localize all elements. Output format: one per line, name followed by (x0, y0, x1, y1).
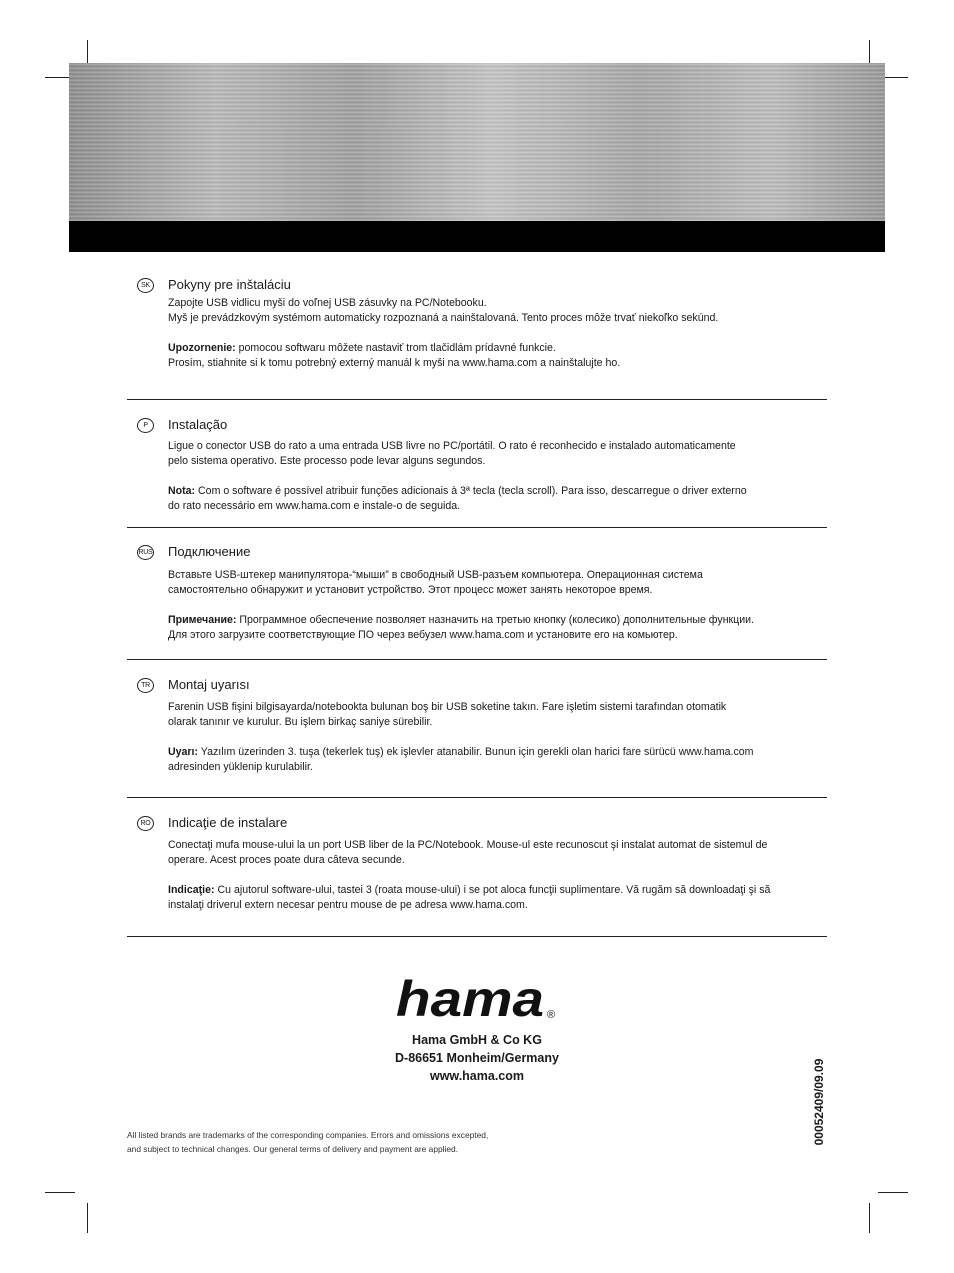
section-body (168, 568, 828, 643)
brushed-metal-banner (69, 63, 885, 221)
language-badge: TR (137, 678, 154, 693)
note-label: Примечание: (168, 614, 237, 626)
legal-line: and subject to technical changes. Our general terms of delivery and payment are applied. (127, 1143, 459, 1154)
text-line: do rato necessário em www.hama.com e instale-o de seguida. (168, 500, 461, 512)
text-line: Ligue o conector USB do rato a uma entrada USB livre no PC/portátil. O rato é reconhecido e instalado automaticamente (168, 440, 736, 452)
note-text: pomocou softwaru môžete nastaviť trom tlačidlám prídavné funkcie. (238, 342, 556, 354)
crop-mark (45, 1192, 75, 1193)
note-text: Cu ajutorul software-ului, tastei 3 (roata mouse-ului) i se pot aloca funcţii suplimentare. Vă rugăm să downloadaţi şi să (217, 884, 771, 896)
section-title: Подключение (168, 544, 251, 559)
text-line: Farenin USB fişini bilgisayarda/notebookta bulunan boş bir USB soketine takın. Fare işletim sistemi tarafından otomatik (168, 701, 727, 713)
note-line (168, 484, 828, 499)
language-badge: SK (137, 278, 154, 293)
note-label: Uyarı: (168, 746, 199, 758)
text-line: самостоятельно обнаружит и установит устройство. Этот процесс может занять некоторое время. (168, 584, 653, 596)
text-line: Myš je prevádzkovým systémom automaticky rozpoznaná a nainštalovaná. Tento proces môže trvať niekoľko sekúnd. (168, 312, 719, 324)
text-line: Вставьте USB-штекер манипулятора-“мыши” в свободный USB-разъем компьютера. Операционная система (168, 569, 703, 581)
section-body (168, 700, 828, 775)
language-badge: P (137, 418, 154, 433)
section-title: Indicaţie de instalare (168, 815, 288, 830)
note-text: Com o software é possível atribuir funções adicionais à 3ª tecla (tecla scroll). Para isso, descarregue o driver externo (198, 485, 747, 497)
company-website: www.hama.com (429, 1069, 524, 1083)
section-divider (127, 936, 827, 937)
section-divider (127, 797, 827, 798)
section-divider (127, 659, 827, 660)
text-line: operare. Acest proces poate dura câteva secunde. (168, 854, 405, 866)
text-line: pelo sistema operativo. Este processo pode levar alguns segundos. (168, 455, 486, 467)
section-title: Pokyny pre inštaláciu (168, 277, 291, 292)
section-title: Instalação (168, 417, 228, 432)
section-body (168, 439, 828, 514)
crop-mark (87, 1203, 88, 1233)
text-line: adresinden yüklenip kurulabilir. (168, 761, 313, 773)
note-label: Indicaţie: (168, 884, 215, 896)
note-text: Программное обеспечение позволяет назначить на третью кнопку (колесико) дополнительные функции. (239, 614, 755, 626)
text-line: olarak tanınır ve kurulur. Bu işlem birkaç saniye sürebilir. (168, 716, 433, 728)
language-badge: RO (137, 816, 154, 831)
hama-logo (394, 974, 564, 1024)
crop-mark (878, 1192, 908, 1193)
text-line: Zapojte USB vidlicu myši do voľnej USB zásuvky na PC/Notebooku. (168, 297, 487, 309)
text-line: instalaţi driverul extern necesar pentru mouse de pe adresa www.hama.com. (168, 899, 528, 911)
note-label: Upozornenie: (168, 342, 236, 354)
note-line (168, 883, 828, 898)
text-line: Для этого загрузите соответствующие ПО через вебузел www.hama.com и установите его на комьютер. (168, 629, 678, 641)
svg-text:hama: hama (396, 974, 544, 1024)
company-name: Hama GmbH & Co KG (412, 1033, 542, 1047)
language-badge: RUS (137, 545, 154, 560)
header-black-bar (69, 221, 885, 252)
section-divider (127, 399, 827, 400)
company-address: D-86651 Monheim/Germany (395, 1051, 559, 1065)
note-line (168, 745, 828, 760)
crop-mark (869, 1203, 870, 1233)
note-text: Yazılım üzerinden 3. tuşa (tekerlek tuş) ek işlevler atanabilir. Bunun için gerekli olan harici fare sürücü www.hama.com (200, 746, 754, 758)
company-info (327, 1031, 627, 1085)
note-line (168, 613, 828, 628)
section-divider (127, 527, 827, 528)
note-line (168, 341, 828, 356)
section-title: Montaj uyarısı (168, 677, 250, 692)
section-body (168, 838, 828, 913)
svg-text:®: ® (547, 1009, 556, 1021)
text-line: Prosím, stiahnite si k tomu potrebný externý manuál k myši na www.hama.com a nainštalujte ho. (168, 357, 621, 369)
document-number: 00052409/09.09 (812, 1058, 826, 1146)
legal-line: All listed brands are trademarks of the corresponding companies. Errors and omissions excepted, (127, 1130, 489, 1140)
text-line: Conectaţi mufa mouse-ului la un port USB liber de la PC/Notebook. Mouse-ul este recunoscut şi instalat automat de sistemul de (168, 839, 768, 851)
section-body (168, 296, 828, 371)
legal-notice (127, 1129, 488, 1156)
note-label: Nota: (168, 485, 196, 497)
